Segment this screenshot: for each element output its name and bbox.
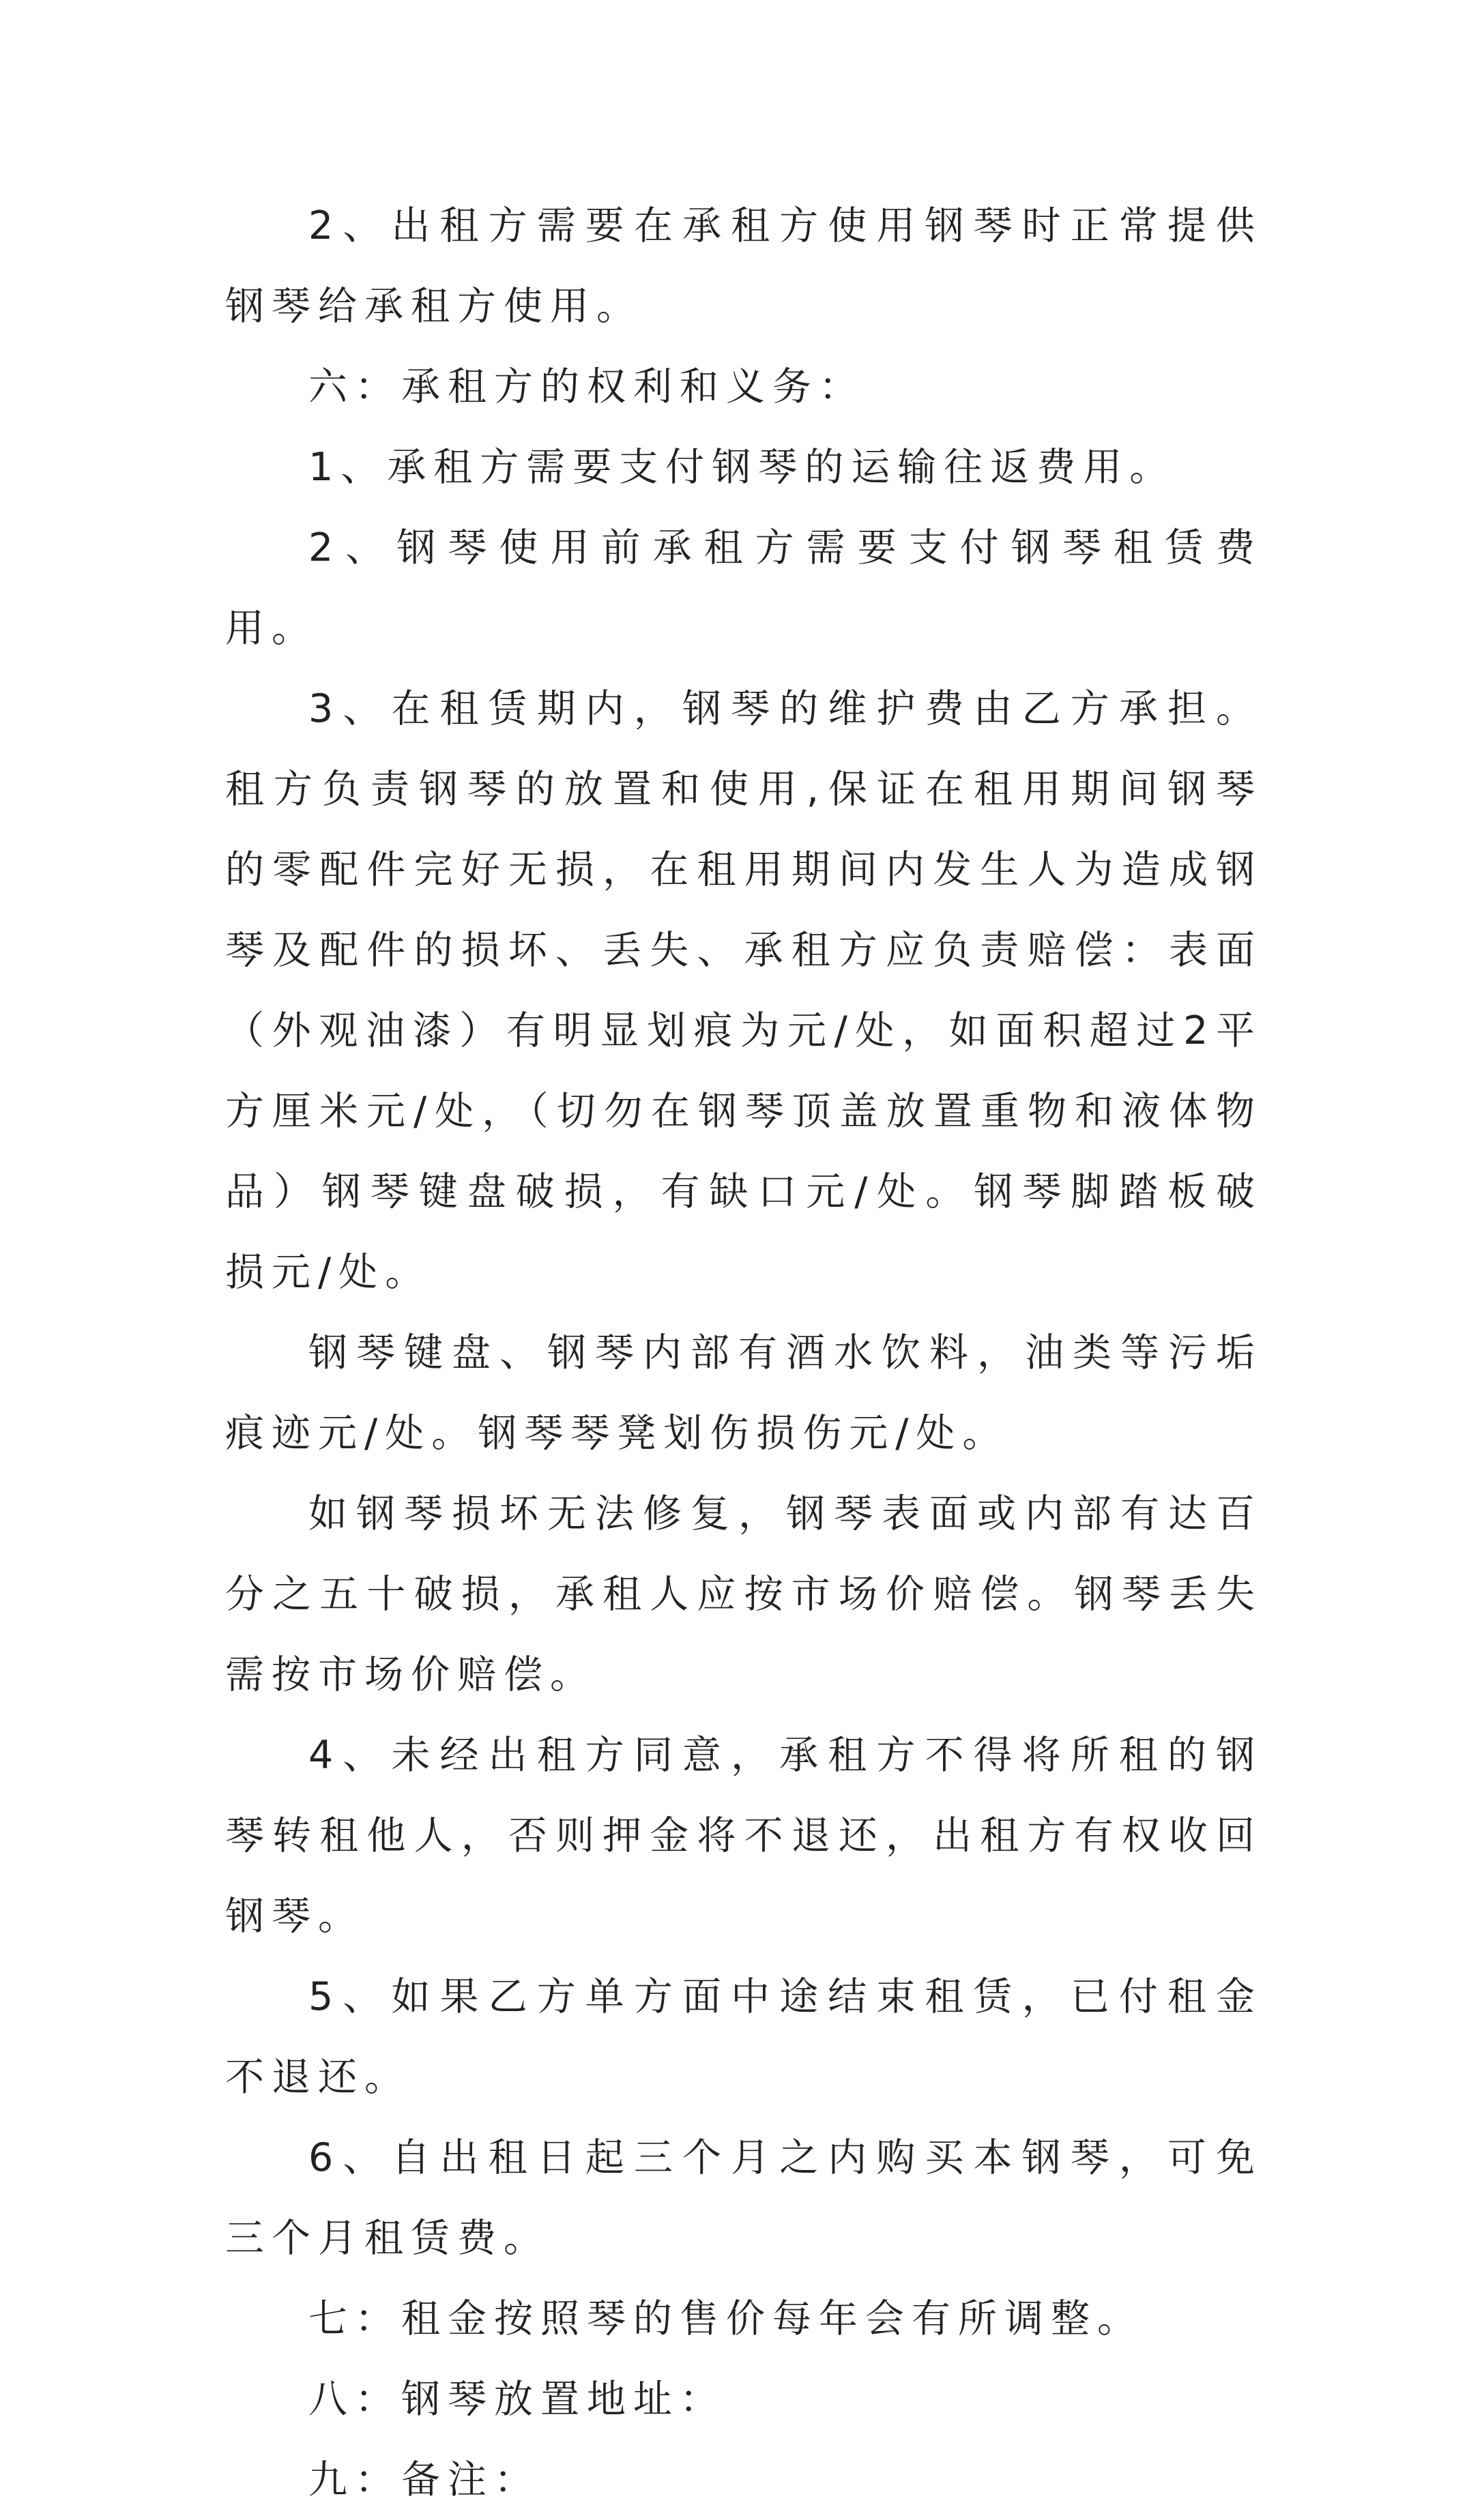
- heading-remarks: 九：备注：: [308, 2457, 540, 2502]
- paragraph-lessor-provide-piano: 2、出租方需要在承租方使用钢琴时正常提供钢琴给承租方使用。: [225, 203, 1262, 329]
- paragraph-early-termination: 5、如果乙方单方面中途结束租赁，已付租金不退还。: [225, 1974, 1262, 2100]
- document-body: [225, 186, 1262, 2520]
- paragraph-maintenance-compensation: 3、在租赁期内，钢琴的维护费由乙方承担。租方负责钢琴的放置和使用,保证在租用期间钢琴的零配件完好无损，在租用期间内发生人为造成钢琴及配件的损坏、丢失、承租方应负责赔偿：表面（外观油漆）有明显划痕为元/处，如面积超过2平方厘米元/处，（切勿在钢琴顶盖放置重物和液体物品）钢琴键盘破损，有缺口元/处。钢琴脚踏板破损元/处。: [225, 686, 1262, 1295]
- paragraph-transport-fee: 1、承租方需要支付钢琴的运输往返费用。: [308, 445, 1176, 490]
- heading-rent-adjustment: 七：租金按照琴的售价每年会有所调整。: [308, 2296, 1144, 2341]
- paragraph-no-sublease: 4、未经出租方同意，承租方不得将所租的钢琴转租他人，否则押金将不退还，出租方有权收回钢琴。: [225, 1733, 1262, 1939]
- paragraph-rental-fee: 2、钢琴使用前承租方需要支付钢琴租赁费用。: [225, 525, 1262, 651]
- paragraph-irreparable-damage: 如钢琴损坏无法修复，钢琴表面或内部有达百分之五十破损，承租人应按市场价赔偿。钢琴丢失需按市场价赔偿。: [225, 1491, 1262, 1697]
- paragraph-purchase-waiver: 6、自出租日起三个月之内购买本钢琴，可免三个月租赁费。: [225, 2135, 1262, 2261]
- heading-lessee-rights-obligations: 六：承租方的权利和义务：: [308, 364, 865, 409]
- paragraph-stain-damage: 钢琴键盘、钢琴内部有酒水饮料，油类等污垢痕迹元/处。钢琴琴凳划伤损伤元/处。: [225, 1330, 1262, 1456]
- heading-piano-address: 八：钢琴放置地址：: [308, 2377, 726, 2422]
